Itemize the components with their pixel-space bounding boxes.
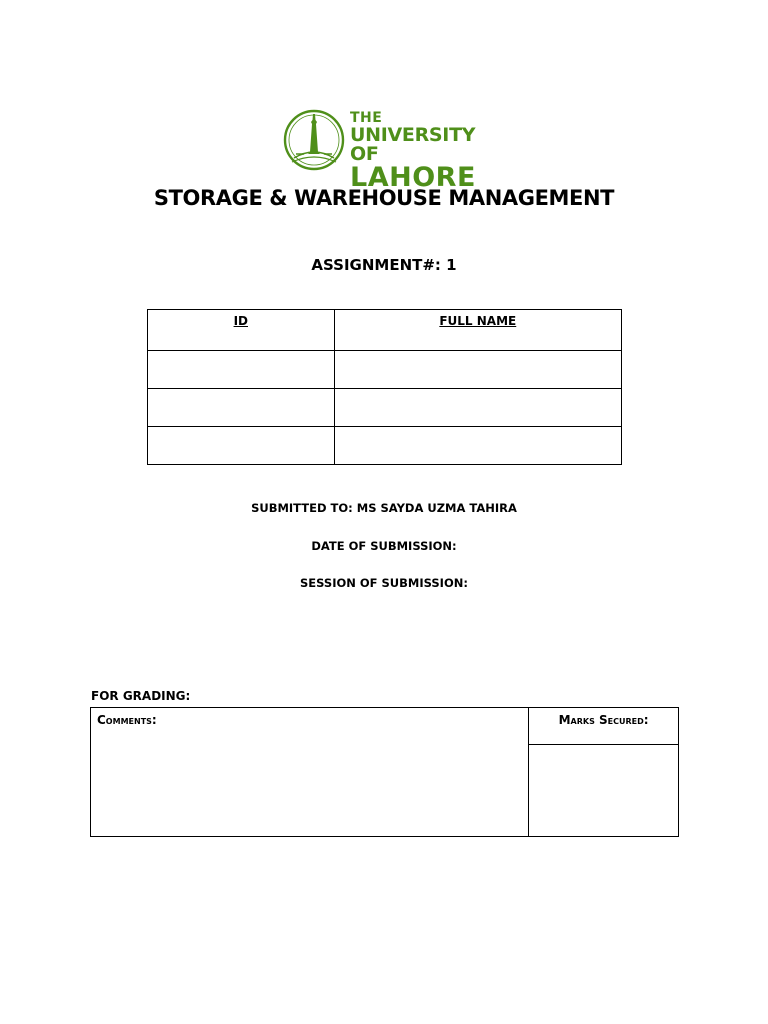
- marks-secured-label: Marks Secured:: [558, 713, 649, 727]
- grading-table: [90, 707, 679, 837]
- full-name-cell[interactable]: [334, 389, 621, 427]
- table-row: [148, 389, 622, 427]
- session-of-submission: SESSION OF SUBMISSION:: [300, 576, 468, 590]
- for-grading-heading: FOR GRADING:: [91, 689, 191, 703]
- minar-emblem-icon: [282, 108, 346, 172]
- id-cell[interactable]: [148, 427, 335, 465]
- full-name-column-header: FULL NAME: [334, 310, 621, 351]
- id-cell[interactable]: [148, 351, 335, 389]
- date-of-submission: DATE OF SUBMISSION:: [311, 539, 457, 553]
- id-cell[interactable]: [148, 389, 335, 427]
- id-column-header: ID: [148, 310, 335, 351]
- document-title: STORAGE & WAREHOUSE MANAGEMENT: [153, 186, 615, 210]
- logo-line-lahore: LAHORE: [350, 162, 476, 193]
- logo-line-university: UNIVERSITY OF: [350, 124, 476, 165]
- logo-line-the: THE: [350, 110, 383, 126]
- assignment-number: ASSIGNMENT#: 1: [311, 256, 457, 274]
- submitted-to: SUBMITTED TO: MS SAYDA UZMA TAHIRA: [251, 501, 517, 515]
- comments-cell[interactable]: [91, 708, 529, 837]
- table-row: [148, 351, 622, 389]
- full-name-cell[interactable]: [334, 351, 621, 389]
- marks-secured-cell[interactable]: [529, 745, 679, 837]
- comments-label: Comments:: [97, 713, 157, 727]
- full-name-cell[interactable]: [334, 427, 621, 465]
- marks-secured-header: [529, 708, 679, 745]
- table-row: [148, 427, 622, 465]
- university-logo: [282, 108, 492, 193]
- students-table: [147, 309, 622, 465]
- table-header-row: [148, 310, 622, 351]
